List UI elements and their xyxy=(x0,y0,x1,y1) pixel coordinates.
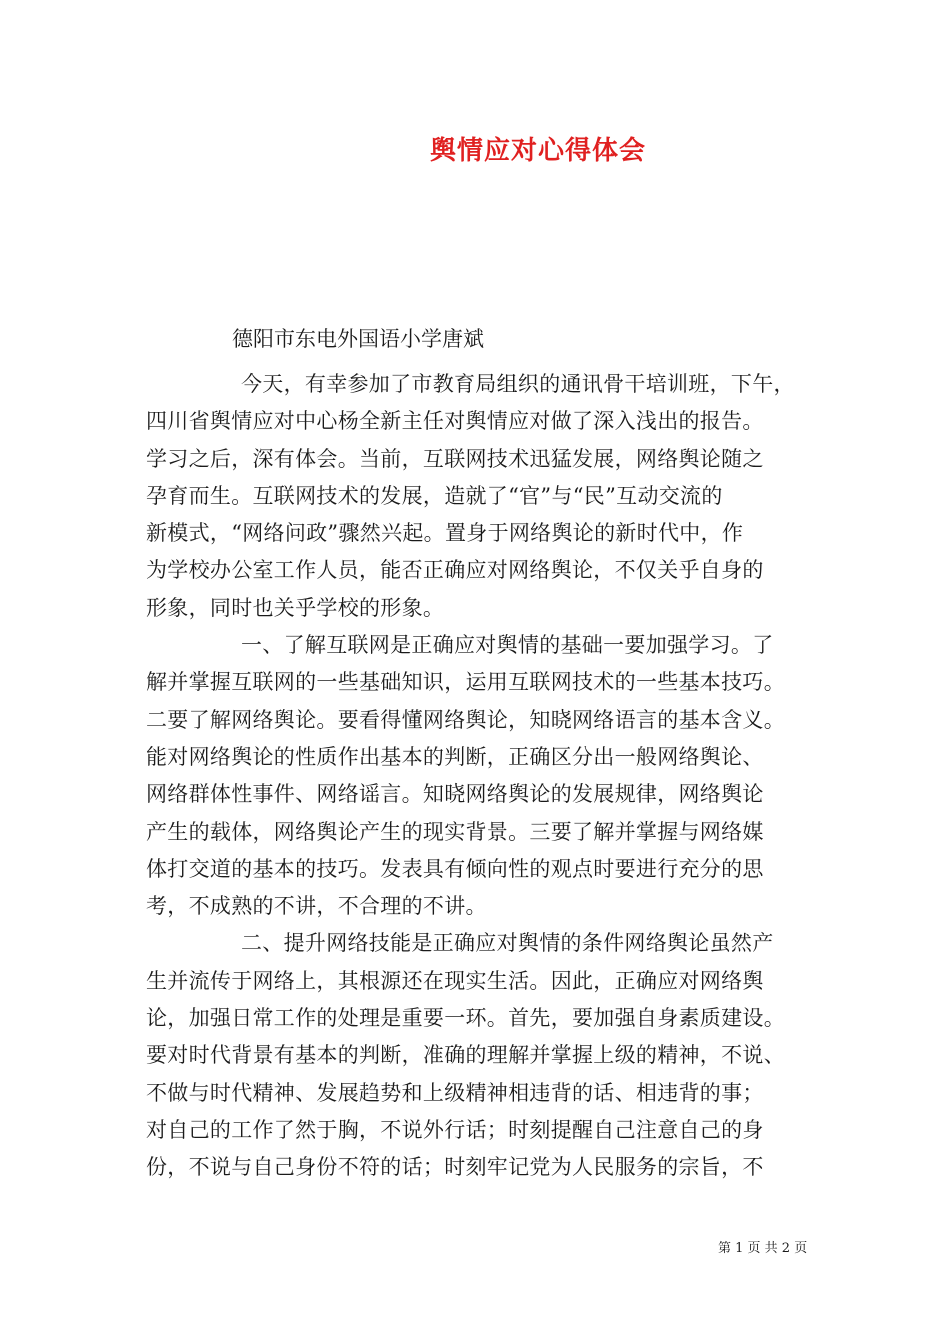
paragraph-line: 网络群体性事件、网络谣言。知晓网络舆论的发展规律，网络舆论 xyxy=(146,782,764,807)
paragraph-line: 一、了解互联网是正确应对舆情的基础一要加强学习。了 xyxy=(241,633,774,658)
paragraph-line: 新模式，“网络问政”骤然兴起。置身于网络舆论的新时代中，作 xyxy=(146,521,744,546)
paragraph-line: 今天，有幸参加了市教育局组织的通讯骨干培训班，下午， xyxy=(241,372,795,396)
paragraph-line: 生并流传于网络上，其根源还在现实生活。因此，正确应对网络舆 xyxy=(146,968,764,993)
paragraph-line: 能对网络舆论的性质作出基本的判断，正确区分出一般网络舆论、 xyxy=(146,744,764,769)
paragraph-line: 对自己的工作了然于胸，不说外行话；时刻提醒自己注意自己的身 xyxy=(146,1117,764,1142)
paragraph-line: 要对时代背景有基本的判断，准确的理解并掌握上级的精神，不说、 xyxy=(146,1043,785,1068)
document-body xyxy=(146,366,821,1187)
document-title: 舆情应对心得体会 xyxy=(429,136,646,166)
paragraph-line: 论，加强日常工作的处理是重要一环。首先，要加强自身素质建设。 xyxy=(146,1006,785,1031)
paragraph-line: 解并掌握互联网的一些基础知识，运用互联网技术的一些基本技巧。 xyxy=(146,670,785,695)
paragraph-line: 学习之后，深有体会。当前，互联网技术迅猛发展，网络舆论随之 xyxy=(146,446,764,471)
paragraph-line: 四川省舆情应对中心杨全新主任对舆情应对做了深入浅出的报告。 xyxy=(146,409,764,434)
paragraph-line: 产生的载体，网络舆论产生的现实背景。三要了解并掌握与网络媒 xyxy=(146,819,764,844)
paragraph-line: 形象，同时也关乎学校的形象。 xyxy=(146,595,445,620)
paragraph-line: 孕育而生。互联网技术的发展，造就了“官”与“民”互动交流的 xyxy=(146,483,723,508)
paragraph-line: 体打交道的基本的技巧。发表具有倾向性的观点时要进行充分的思 xyxy=(146,856,764,881)
paragraph-line: 二要了解网络舆论。要看得懂网络舆论，知晓网络语言的基本含义。 xyxy=(146,707,785,732)
paragraph-line: 二、提升网络技能是正确应对舆情的条件网络舆论虽然产 xyxy=(241,931,774,956)
paragraph-line: 考，不成熟的不讲，不合理的不讲。 xyxy=(146,894,487,919)
author-line: 德阳市东电外国语小学唐斌 xyxy=(232,327,484,351)
paragraph-line: 为学校办公室工作人员，能否正确应对网络舆论，不仅关乎自身的 xyxy=(146,558,764,583)
page-number: 第 1 页 共 2 页 xyxy=(718,1241,808,1256)
paragraph-line: 不做与时代精神、发展趋势和上级精神相违背的话、相违背的事； xyxy=(146,1080,764,1105)
paragraph-line: 份，不说与自己身份不符的话；时刻牢记党为人民服务的宗旨，不 xyxy=(146,1155,764,1180)
